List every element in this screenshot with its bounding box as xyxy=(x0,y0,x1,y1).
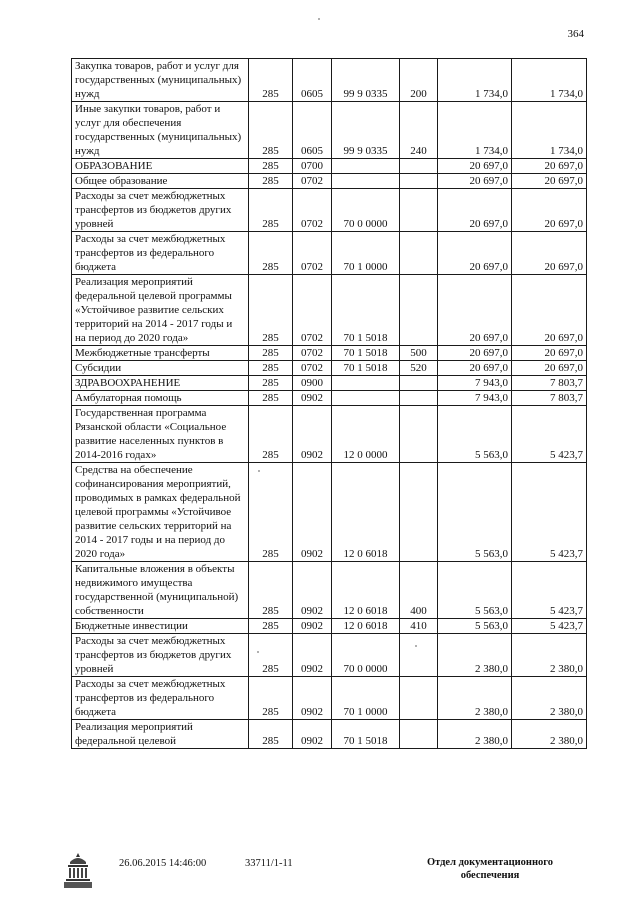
table-row xyxy=(72,159,587,174)
cell-vr xyxy=(400,189,438,232)
cell-sum-1: 20 697,0 xyxy=(438,361,512,376)
footer-doc-number: 33711/1-11 xyxy=(245,858,293,869)
cell-sum-1: 20 697,0 xyxy=(438,189,512,232)
cell-name: Средства на обеспечение софинансирования мероприятий, проводимых в рамках федеральной целевой программы «Устойчивое развитие сельских территорий на 2014 - 2017 годы и на период до 2020 года» xyxy=(72,463,249,562)
cell-csr: 70 1 0000 xyxy=(332,677,400,720)
cell-razdel: 0702 xyxy=(293,361,332,376)
cell-razdel: 0902 xyxy=(293,463,332,562)
footer-date: 26.06.2015 14:46:00 xyxy=(119,858,207,869)
table-row xyxy=(72,677,587,720)
cell-vr: 200 xyxy=(400,59,438,102)
table-body xyxy=(72,59,587,749)
table-row xyxy=(72,463,587,562)
table-row xyxy=(72,232,587,275)
cell-ved: 285 xyxy=(249,174,293,189)
cell-sum-2: 5 423,7 xyxy=(512,619,587,634)
cell-name: Амбулаторная помощь xyxy=(72,391,249,406)
cell-razdel: 0702 xyxy=(293,232,332,275)
cell-sum-1: 20 697,0 xyxy=(438,174,512,189)
scan-speck xyxy=(318,18,320,20)
cell-name: Иные закупки товаров, работ и услуг для обеспечения государственных (муниципальных) нужд xyxy=(72,102,249,159)
cell-razdel: 0702 xyxy=(293,189,332,232)
cell-ved: 285 xyxy=(249,232,293,275)
table-row xyxy=(72,174,587,189)
cell-razdel: 0900 xyxy=(293,376,332,391)
table-row xyxy=(72,634,587,677)
cell-sum-2: 5 423,7 xyxy=(512,406,587,463)
cell-csr: 70 1 5018 xyxy=(332,346,400,361)
cell-csr: 12 0 0000 xyxy=(332,406,400,463)
cell-sum-2: 20 697,0 xyxy=(512,189,587,232)
cell-ved: 285 xyxy=(249,102,293,159)
cell-name: Расходы за счет межбюджетных трансфертов из федерального бюджета xyxy=(72,677,249,720)
cell-csr: 99 9 0335 xyxy=(332,59,400,102)
cell-ved: 285 xyxy=(249,720,293,749)
cell-sum-2: 20 697,0 xyxy=(512,361,587,376)
footer-office-line2: обеспечения xyxy=(460,870,520,881)
scan-speck xyxy=(258,470,260,472)
cell-csr xyxy=(332,159,400,174)
cell-csr: 70 1 5018 xyxy=(332,720,400,749)
cell-sum-1: 5 563,0 xyxy=(438,562,512,619)
scan-speck xyxy=(415,645,417,647)
scan-speck xyxy=(257,651,259,653)
page-number: 364 xyxy=(567,28,584,40)
duma-emblem-icon xyxy=(58,850,98,892)
budget-table xyxy=(71,58,587,749)
table-row xyxy=(72,619,587,634)
cell-csr: 12 0 6018 xyxy=(332,619,400,634)
cell-ved: 285 xyxy=(249,376,293,391)
cell-csr: 70 1 5018 xyxy=(332,361,400,376)
cell-csr: 70 0 0000 xyxy=(332,189,400,232)
cell-ved: 285 xyxy=(249,59,293,102)
cell-name: Государственная программа Рязанской области «Социальное развитие населенных пунктов в 2014-2016 годах» xyxy=(72,406,249,463)
cell-ved: 285 xyxy=(249,406,293,463)
cell-ved: 285 xyxy=(249,463,293,562)
cell-sum-2: 2 380,0 xyxy=(512,634,587,677)
cell-name: Реализация мероприятий федеральной целевой программы «Устойчивое развитие сельских территорий на 2014 - 2017 годы и на период до 2020 года» xyxy=(72,275,249,346)
cell-csr xyxy=(332,376,400,391)
cell-name: Капитальные вложения в объекты недвижимого имущества государственной (муниципальной) собственности xyxy=(72,562,249,619)
cell-vr xyxy=(400,720,438,749)
cell-razdel: 0702 xyxy=(293,346,332,361)
table-row xyxy=(72,406,587,463)
cell-vr: 240 xyxy=(400,102,438,159)
table-row xyxy=(72,189,587,232)
cell-razdel: 0605 xyxy=(293,59,332,102)
table-row xyxy=(72,59,587,102)
cell-sum-1: 20 697,0 xyxy=(438,232,512,275)
cell-vr xyxy=(400,406,438,463)
table-row xyxy=(72,102,587,159)
cell-vr xyxy=(400,634,438,677)
cell-sum-2: 20 697,0 xyxy=(512,174,587,189)
cell-sum-2: 2 380,0 xyxy=(512,677,587,720)
cell-razdel: 0700 xyxy=(293,159,332,174)
table-row xyxy=(72,361,587,376)
cell-name: ЗДРАВООХРАНЕНИЕ xyxy=(72,376,249,391)
cell-vr xyxy=(400,275,438,346)
cell-vr xyxy=(400,174,438,189)
cell-sum-1: 20 697,0 xyxy=(438,346,512,361)
cell-ved: 285 xyxy=(249,391,293,406)
cell-razdel: 0902 xyxy=(293,406,332,463)
cell-sum-2: 20 697,0 xyxy=(512,159,587,174)
cell-vr xyxy=(400,232,438,275)
cell-razdel: 0902 xyxy=(293,634,332,677)
cell-sum-1: 20 697,0 xyxy=(438,159,512,174)
table-row xyxy=(72,376,587,391)
cell-csr xyxy=(332,391,400,406)
cell-vr xyxy=(400,159,438,174)
cell-csr xyxy=(332,174,400,189)
cell-sum-1: 7 943,0 xyxy=(438,391,512,406)
cell-name: Закупка товаров, работ и услуг для государственных (муниципальных) нужд xyxy=(72,59,249,102)
cell-ved: 285 xyxy=(249,159,293,174)
cell-ved: 285 xyxy=(249,189,293,232)
cell-vr xyxy=(400,463,438,562)
cell-name: Расходы за счет межбюджетных трансфертов из федерального бюджета xyxy=(72,232,249,275)
cell-sum-1: 5 563,0 xyxy=(438,406,512,463)
cell-ved: 285 xyxy=(249,677,293,720)
cell-csr: 70 0 0000 xyxy=(332,634,400,677)
table-row xyxy=(72,275,587,346)
cell-name: Субсидии xyxy=(72,361,249,376)
cell-ved: 285 xyxy=(249,634,293,677)
cell-sum-1: 20 697,0 xyxy=(438,275,512,346)
cell-ved: 285 xyxy=(249,619,293,634)
cell-ved: 285 xyxy=(249,361,293,376)
cell-sum-2: 20 697,0 xyxy=(512,346,587,361)
cell-razdel: 0902 xyxy=(293,720,332,749)
cell-sum-1: 1 734,0 xyxy=(438,59,512,102)
footer-office-line1: Отдел документационного xyxy=(426,857,554,868)
cell-sum-2: 2 380,0 xyxy=(512,720,587,749)
cell-sum-2: 7 803,7 xyxy=(512,391,587,406)
cell-sum-2: 5 423,7 xyxy=(512,562,587,619)
table-row xyxy=(72,346,587,361)
cell-ved: 285 xyxy=(249,562,293,619)
cell-name: ОБРАЗОВАНИЕ xyxy=(72,159,249,174)
cell-sum-1: 5 563,0 xyxy=(438,463,512,562)
cell-sum-1: 2 380,0 xyxy=(438,634,512,677)
cell-razdel: 0702 xyxy=(293,275,332,346)
table-row xyxy=(72,720,587,749)
cell-razdel: 0902 xyxy=(293,677,332,720)
cell-sum-2: 7 803,7 xyxy=(512,376,587,391)
cell-name: Бюджетные инвестиции xyxy=(72,619,249,634)
cell-name: Реализация мероприятий федеральной целевой xyxy=(72,720,249,749)
cell-razdel: 0605 xyxy=(293,102,332,159)
cell-razdel: 0902 xyxy=(293,391,332,406)
table-row xyxy=(72,391,587,406)
cell-razdel: 0902 xyxy=(293,562,332,619)
cell-vr xyxy=(400,677,438,720)
cell-sum-1: 1 734,0 xyxy=(438,102,512,159)
cell-vr xyxy=(400,376,438,391)
cell-sum-2: 1 734,0 xyxy=(512,102,587,159)
cell-csr: 12 0 6018 xyxy=(332,463,400,562)
cell-sum-1: 7 943,0 xyxy=(438,376,512,391)
cell-vr xyxy=(400,391,438,406)
cell-name: Межбюджетные трансферты xyxy=(72,346,249,361)
cell-vr: 400 xyxy=(400,562,438,619)
cell-sum-1: 2 380,0 xyxy=(438,677,512,720)
cell-sum-2: 20 697,0 xyxy=(512,275,587,346)
footer-office xyxy=(410,856,570,882)
cell-csr: 70 1 5018 xyxy=(332,275,400,346)
cell-name: Расходы за счет межбюджетных трансфертов из бюджетов других уровней xyxy=(72,634,249,677)
cell-vr: 520 xyxy=(400,361,438,376)
cell-sum-2: 1 734,0 xyxy=(512,59,587,102)
cell-ved: 285 xyxy=(249,275,293,346)
cell-csr: 70 1 0000 xyxy=(332,232,400,275)
cell-vr: 410 xyxy=(400,619,438,634)
cell-vr: 500 xyxy=(400,346,438,361)
cell-name: Общее образование xyxy=(72,174,249,189)
cell-csr: 99 9 0335 xyxy=(332,102,400,159)
cell-sum-1: 5 563,0 xyxy=(438,619,512,634)
cell-razdel: 0902 xyxy=(293,619,332,634)
cell-csr: 12 0 6018 xyxy=(332,562,400,619)
cell-sum-1: 2 380,0 xyxy=(438,720,512,749)
cell-sum-2: 5 423,7 xyxy=(512,463,587,562)
cell-razdel: 0702 xyxy=(293,174,332,189)
cell-name: Расходы за счет межбюджетных трансфертов из бюджетов других уровней xyxy=(72,189,249,232)
table-row xyxy=(72,562,587,619)
cell-ved: 285 xyxy=(249,346,293,361)
cell-sum-2: 20 697,0 xyxy=(512,232,587,275)
